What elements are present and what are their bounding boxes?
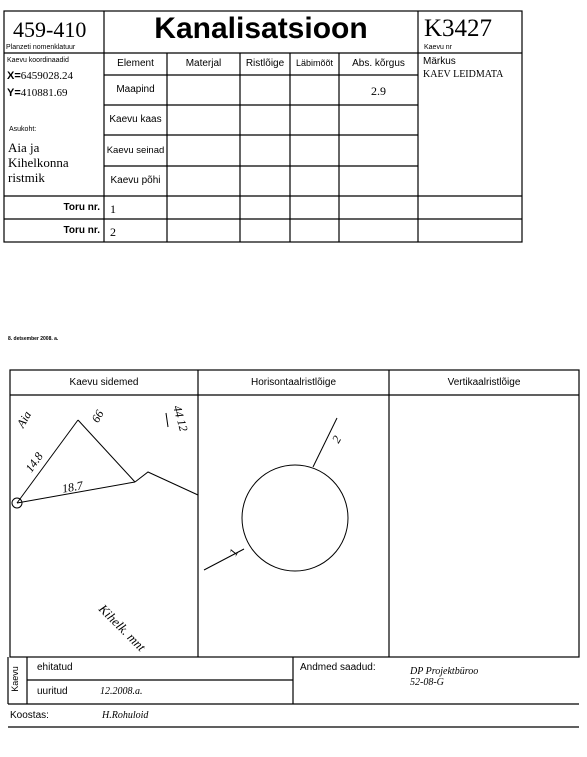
- y-coordinate: [7, 87, 68, 99]
- footer-side-label: Kaevu: [9, 666, 20, 692]
- x-coordinate: [7, 70, 73, 82]
- sketch-header-horizontal: Horisontaalristlõige: [250, 377, 337, 388]
- hand-label: 18.7: [60, 478, 84, 496]
- y-value: 410881.69: [20, 87, 68, 99]
- col-header-cross-section: Ristlõige: [245, 58, 285, 69]
- built-label: ehitatud: [37, 662, 73, 673]
- well-caption: Kaevu nr: [424, 44, 453, 51]
- location-line: ristmik: [8, 170, 45, 185]
- sheet-caption: Planzeti nomenklatuur: [6, 44, 76, 51]
- hand-label: 44: [170, 403, 187, 419]
- data-from-label: Andmed saadud:: [300, 662, 376, 673]
- x-value: 6459028.24: [20, 70, 74, 82]
- well-id: K3427: [424, 15, 493, 42]
- location-text: [8, 140, 69, 185]
- pipe-number: 2: [110, 225, 116, 239]
- pipe-label: Toru nr.: [63, 225, 100, 236]
- sheet-number: 459-410: [13, 17, 87, 42]
- x-label: X=: [7, 70, 21, 82]
- col-header-element: Element: [117, 58, 154, 69]
- location-line: Aia ja: [8, 140, 40, 155]
- row-element-label: Kaevu kaas: [109, 114, 162, 125]
- hand-label: 1: [226, 546, 242, 559]
- compiled-value: H.Rohuloid: [102, 710, 149, 721]
- compiled-label: Koostas:: [10, 710, 49, 721]
- location-caption: Asukoht:: [9, 126, 37, 133]
- location-line: Kihelkonna: [8, 155, 69, 170]
- col-header-material: Materjal: [185, 58, 222, 69]
- page-title: Kanalisatsioon: [154, 12, 368, 45]
- sketch-header-vertical: Vertikaalristlõige: [447, 377, 521, 388]
- hand-label: 2: [329, 433, 345, 446]
- data-from-code: 52-08-G: [410, 677, 444, 688]
- pipe-number: 1: [110, 202, 116, 216]
- surveyed-value: 12.2008.a.: [100, 686, 143, 697]
- notes-text: KAEV LEIDMATA: [423, 69, 504, 80]
- data-from-value: DP Projektbüroo: [410, 666, 479, 677]
- row-element-label: Maapind: [116, 84, 155, 95]
- col-header-diameter: Läbimõõt: [295, 58, 334, 68]
- sketch-header-connections: Kaevu sidemed: [69, 377, 139, 388]
- notes-header: Märkus: [423, 56, 456, 67]
- hand-label: Kihelk. mnt: [95, 601, 149, 655]
- hand-label: 66: [88, 407, 107, 425]
- hand-label: Aia: [13, 408, 35, 430]
- hand-label: 14.8: [22, 449, 46, 475]
- pipe-label: Toru nr.: [63, 202, 100, 213]
- surveyed-label: uuritud: [37, 686, 68, 697]
- date-line: 8. detsember 2008. a.: [8, 336, 59, 342]
- col-header-abs-height: Abs. kõrgus: [352, 58, 405, 69]
- hand-label: 12: [174, 417, 191, 433]
- row-element-label: Kaevu seinad: [106, 145, 165, 156]
- y-label: Y=: [7, 87, 21, 99]
- coords-caption: Kaevu koordinaadid: [7, 57, 69, 64]
- row-abs-value: 2.9: [371, 84, 386, 98]
- row-element-label: Kaevu põhi: [110, 175, 161, 186]
